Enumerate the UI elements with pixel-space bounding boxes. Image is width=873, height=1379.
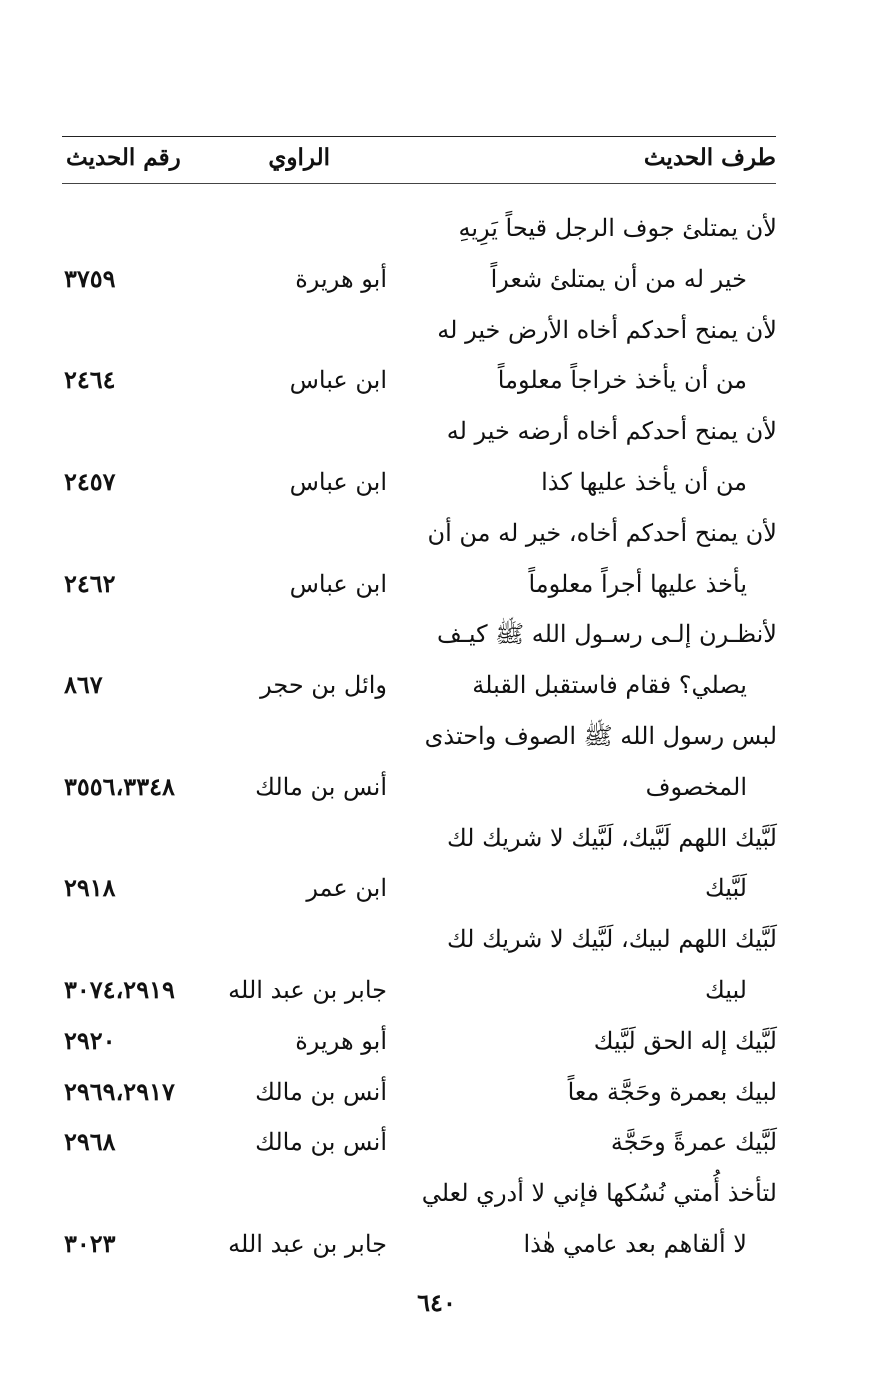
- narrator: ابن عباس: [289, 468, 387, 496]
- hadith-text: لَبَّيك: [704, 874, 747, 903]
- hadith-text: لبيك بعمرة وحَجَّة معاً: [567, 1077, 777, 1106]
- narrator: ابن عباس: [289, 366, 387, 395]
- table-row: [0, 661, 873, 711]
- hadith-text: لأنظـرن إلـى رسـول الله ﷺ كيـف: [436, 620, 777, 649]
- table-row: [0, 204, 873, 254]
- table-row: [0, 1118, 873, 1168]
- table-row: [0, 966, 873, 1016]
- hadith-number: ٢٤٦٤: [64, 365, 116, 395]
- hadith-number: ٣٠٢٣: [64, 1229, 116, 1258]
- narrator: وائل بن حجر: [260, 671, 387, 700]
- hadith-number: ٣٧٥٩: [64, 263, 116, 293]
- table-row: [0, 560, 873, 610]
- table-row: [0, 610, 873, 660]
- hadith-text: لبس رسول الله ﷺ الصوف واحتذى: [424, 722, 777, 750]
- page-number: ٦٤٠: [417, 1288, 456, 1317]
- table-header: [62, 140, 776, 180]
- narrator: أنس بن مالك: [255, 772, 387, 801]
- header-hadith-number: رقم الحديث: [66, 144, 181, 171]
- table-row: [0, 1220, 873, 1270]
- hadith-text: لَبَّيك اللهم لبيك، لَبَّيك لا شريك لك: [446, 925, 777, 954]
- hadith-text: من أن يأخذ عليها كذا: [541, 468, 747, 496]
- hadith-text: لأن يمنح أحدكم أخاه الأرض خير له: [437, 315, 777, 344]
- hadith-text: يصلي؟ فقام فاستقبل القبلة: [472, 671, 747, 700]
- header-bottom-rule: [62, 183, 776, 184]
- header-narrator: الراوي: [268, 144, 330, 171]
- table-row: [0, 712, 873, 762]
- hadith-text: لا ألقاهم بعد عامي هٰذا: [523, 1230, 747, 1258]
- hadith-number: ٢٩٢٠: [64, 1025, 116, 1055]
- narrator: أبو هريرة: [295, 1026, 387, 1055]
- narrator: أنس بن مالك: [255, 1128, 387, 1157]
- hadith-number: ٢٩٦٨: [64, 1127, 116, 1157]
- table-row: [0, 255, 873, 305]
- narrator: ابن عباس: [289, 569, 387, 598]
- hadith-text: يأخذ عليها أجراً معلوماً: [528, 569, 747, 598]
- table-row: [0, 407, 873, 457]
- table-row: [0, 1068, 873, 1118]
- table-row: [0, 864, 873, 914]
- header-hadith-text: طرف الحديث: [643, 144, 776, 171]
- table-row: [0, 306, 873, 356]
- table-row: [0, 814, 873, 864]
- hadith-text: لَبَّيك عمرةً وحَجَّة: [610, 1128, 777, 1157]
- table-row: [0, 458, 873, 508]
- table-row: [0, 915, 873, 965]
- hadith-text: لَبَّيك إله الحق لَبَّيك: [593, 1026, 777, 1055]
- hadith-text: خير له من أن يمتلئ شعراً: [490, 264, 747, 293]
- hadith-number: ٨٦٧: [64, 670, 103, 700]
- narrator: أبو هريرة: [295, 264, 387, 293]
- hadith-text: من أن يأخذ خراجاً معلوماً: [497, 366, 747, 395]
- table-row: [0, 763, 873, 813]
- table-row: [0, 356, 873, 406]
- hadith-number: ٢٤٥٧: [64, 467, 116, 496]
- hadith-text: لتأخذ أُمتي نُسُكها فإني لا أدري لعلي: [421, 1179, 777, 1208]
- hadith-text: لأن يمنح أحدكم أخاه أرضه خير له: [446, 417, 777, 446]
- hadith-text: لأن يمنح أحدكم أخاه، خير له من أن: [427, 518, 777, 547]
- header-top-rule: [62, 136, 776, 137]
- hadith-number: ٢٤٦٢: [64, 568, 116, 598]
- narrator: جابر بن عبد الله: [228, 976, 387, 1004]
- hadith-text: لأن يمتلئ جوف الرجل قيحاً يَرِيهِ: [458, 214, 777, 242]
- narrator: أنس بن مالك: [255, 1077, 387, 1106]
- hadith-text: لَبَّيك اللهم لَبَّيك، لَبَّيك لا شريك لك: [446, 823, 777, 852]
- hadith-number: ٣٥٥٦،٣٣٤٨: [64, 771, 175, 801]
- hadith-number: ٣٠٧٤،٢٩١٩: [64, 975, 175, 1004]
- hadith-text: المخصوف: [645, 772, 747, 801]
- narrator: جابر بن عبد الله: [228, 1230, 387, 1258]
- hadith-number: ٢٩١٨: [64, 873, 116, 903]
- hadith-text: لبيك: [704, 976, 747, 1004]
- table-row: [0, 1169, 873, 1219]
- table-row: [0, 509, 873, 559]
- narrator: ابن عمر: [306, 874, 387, 903]
- hadith-number: ٢٩٦٩،٢٩١٧: [64, 1076, 175, 1106]
- table-row: [0, 1017, 873, 1067]
